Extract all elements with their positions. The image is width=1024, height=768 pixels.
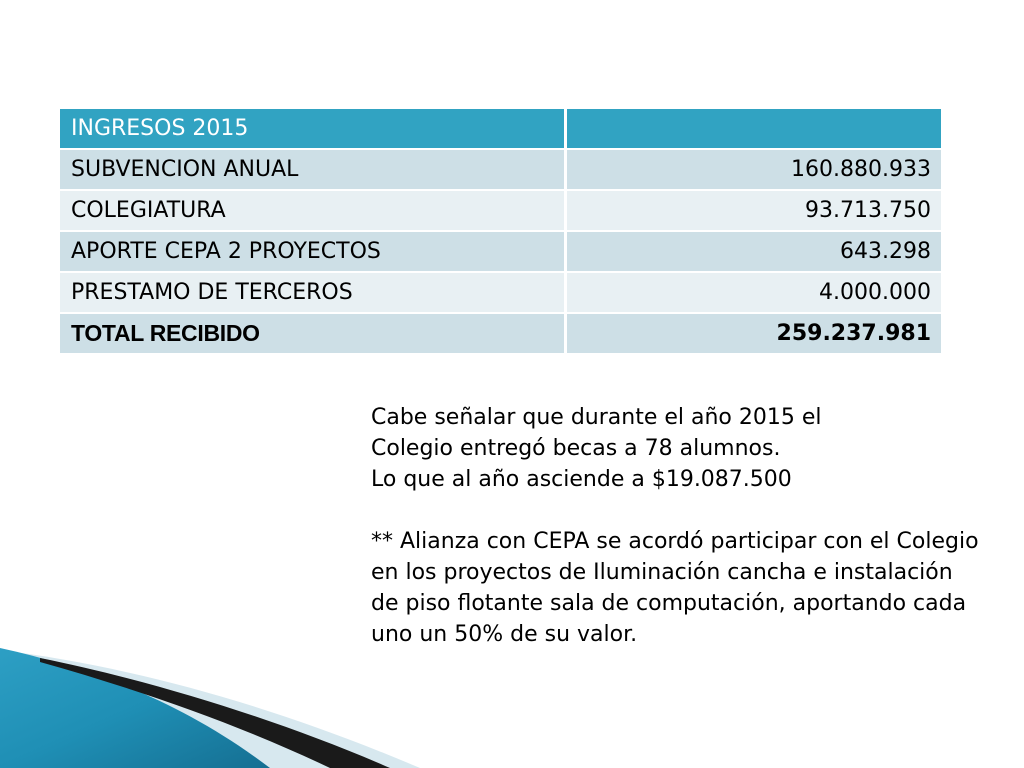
row-value: 643.298 — [567, 232, 941, 273]
note-line: Colegio entregó becas a 78 alumnos. — [371, 436, 781, 461]
paragraph-gap — [371, 495, 981, 526]
row-value: 160.880.933 — [567, 150, 941, 191]
row-label: COLEGIATURA — [60, 191, 567, 232]
note-text — [371, 402, 981, 650]
swoosh-dark-band — [40, 658, 390, 768]
note-line: Lo que al año asciende a $19.087.500 — [371, 467, 792, 492]
row-value: 93.713.750 — [567, 191, 941, 232]
row-label: SUBVENCION ANUAL — [60, 150, 567, 191]
row-value: 4.000.000 — [567, 273, 941, 314]
total-value: 259.237.981 — [567, 314, 941, 355]
table-row — [60, 232, 941, 273]
table-header-label: INGRESOS 2015 — [60, 109, 567, 150]
note-line: Cabe señalar que durante el año 2015 el — [371, 405, 822, 430]
table-row — [60, 273, 941, 314]
table-row — [60, 191, 941, 232]
table-header-value — [567, 109, 941, 150]
income-table — [60, 109, 941, 355]
note-paragraph: ** Alianza con CEPA se acordó participar con el Colegio en los proyectos de Iluminación cancha e instalación de piso flotante sala de computación, aportando cada uno un 50% de su valor. — [371, 529, 979, 647]
swoosh-blue-band — [0, 648, 270, 768]
swoosh-light-band — [0, 650, 420, 768]
row-label: PRESTAMO DE TERCEROS — [60, 273, 567, 314]
table-row — [60, 150, 941, 191]
table-header-row — [60, 109, 941, 150]
total-label: TOTAL RECIBIDO — [60, 314, 567, 355]
row-label: APORTE CEPA 2 PROYECTOS — [60, 232, 567, 273]
table-total-row — [60, 314, 941, 355]
